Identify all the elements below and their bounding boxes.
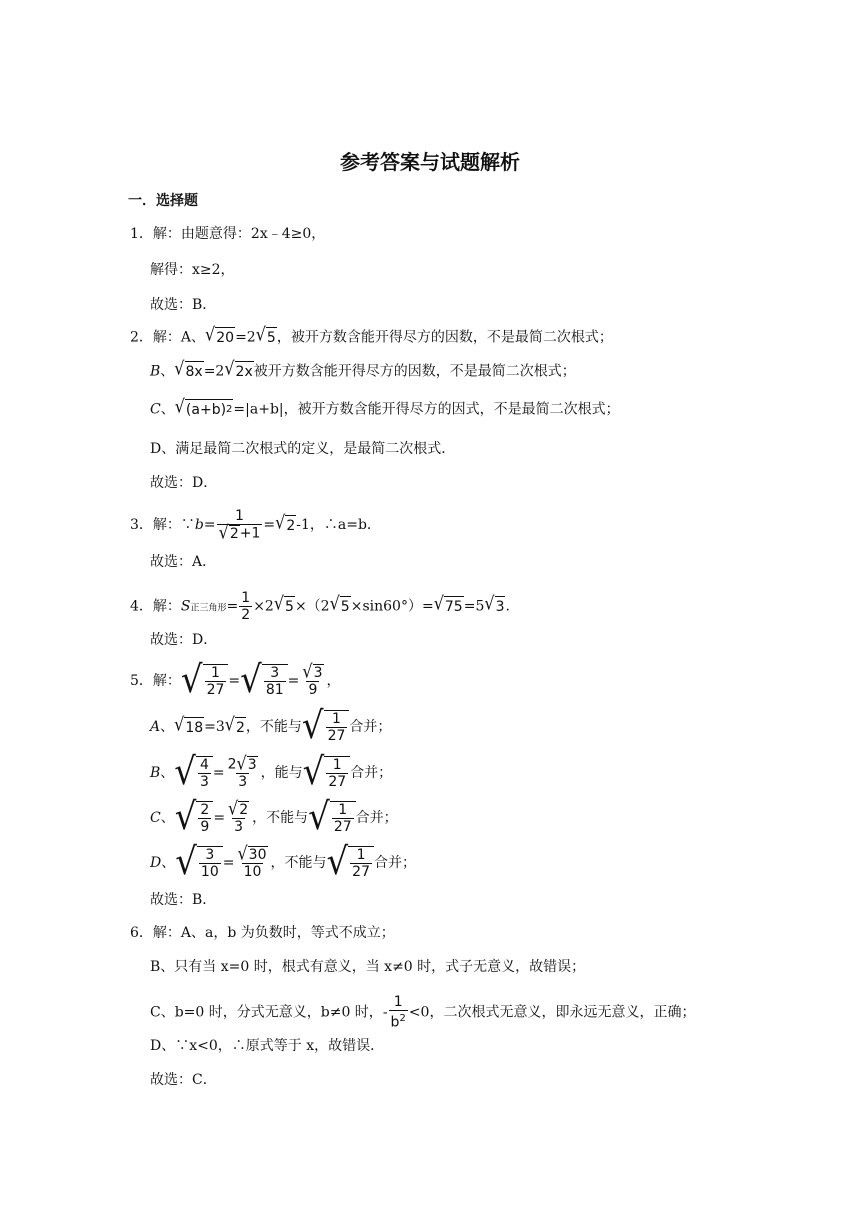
q5-line-a: A、 √ 18 =3 √ 2 ，不能与 √ $\frac{1}{27}$ 合并；: [150, 703, 392, 748]
q2-line1: 2．解：A、 √ 20 =2 √ 5 ，被开方数含能开得尽方的因数，不是最简二次根式；: [130, 323, 613, 346]
q2-line5: 故选：D．: [150, 475, 218, 491]
q4-line2: 故选：D．: [150, 632, 218, 648]
q6-line3: C、b=0 时，分式无意义，b≠0 时，- $\frac{1}{b^2}$ <0，二次根式无意义，即永远无意义，正确；: [150, 994, 696, 1031]
q2-line2: B、 √ 8x =2 √ 2x 被开方数含能开得尽方的因数，不是最简二次根式；: [150, 357, 576, 380]
q5-line1: 5．解： √ $\frac{1}{27}$ = √ $\frac{3}{81}$ = √ 3 9 ，: [130, 657, 341, 702]
q6-line1: 6．解：A、a，b 为负数时，等式不成立；: [130, 925, 395, 941]
q5-line-b: B、 √ $\frac{4}{3}$ = 2 √ 3 3 ，能与 √ $\frac{1}{27}$ 合并；: [150, 749, 393, 794]
q1-line1: 1．解：由题意得：2x﹣4≥0，: [130, 226, 326, 242]
q5-line-d: D、 √ $\frac{3}{10}$ = √ 30 10 ，不能与 √ $\frac{1}{27}$ 合并；: [150, 839, 416, 884]
q6-line2: B、只有当 x=0 时，根式有意义，当 x≠0 时，式子无意义，故错误；: [150, 959, 586, 975]
q3-line2: 故选：A．: [150, 554, 217, 570]
q2-line3: C、 √ (a+b) 2 =|a+b|，被开方数含能开得尽方的因式，不是最简二次根式；: [150, 395, 620, 418]
q6-line5: 故选：C．: [150, 1072, 217, 1088]
q5-line-c: C、 √ $\frac{2}{9}$ = √ 2 3 ，不能与 √ $\frac{1}{27}$ 合并；: [150, 794, 398, 839]
q2-line4: D、满足最简二次根式的定义，是最简二次根式．: [150, 441, 456, 457]
q3-line1: 3．解：∵b= 1 √ 2 +1 = √ 2 -1，∴a=b．: [130, 508, 381, 544]
q1-line3: 故选：B．: [150, 297, 217, 313]
q6-line4: D、∵x<0，∴原式等于 x，故错误．: [150, 1038, 385, 1054]
q1-line2: 解得：x≥2，: [150, 262, 235, 278]
q5-end: 故选：B．: [150, 892, 217, 908]
page-title: 参考答案与试题解析: [340, 150, 520, 174]
section-heading: 一．选择题: [128, 193, 198, 209]
q4-line1: 4．解：S正三角形= $\frac{1}{2}$ ×2 √ 5 ×（2 √ 5 ×sin60°）= √ 75 =5 √ 3 .: [130, 590, 510, 623]
